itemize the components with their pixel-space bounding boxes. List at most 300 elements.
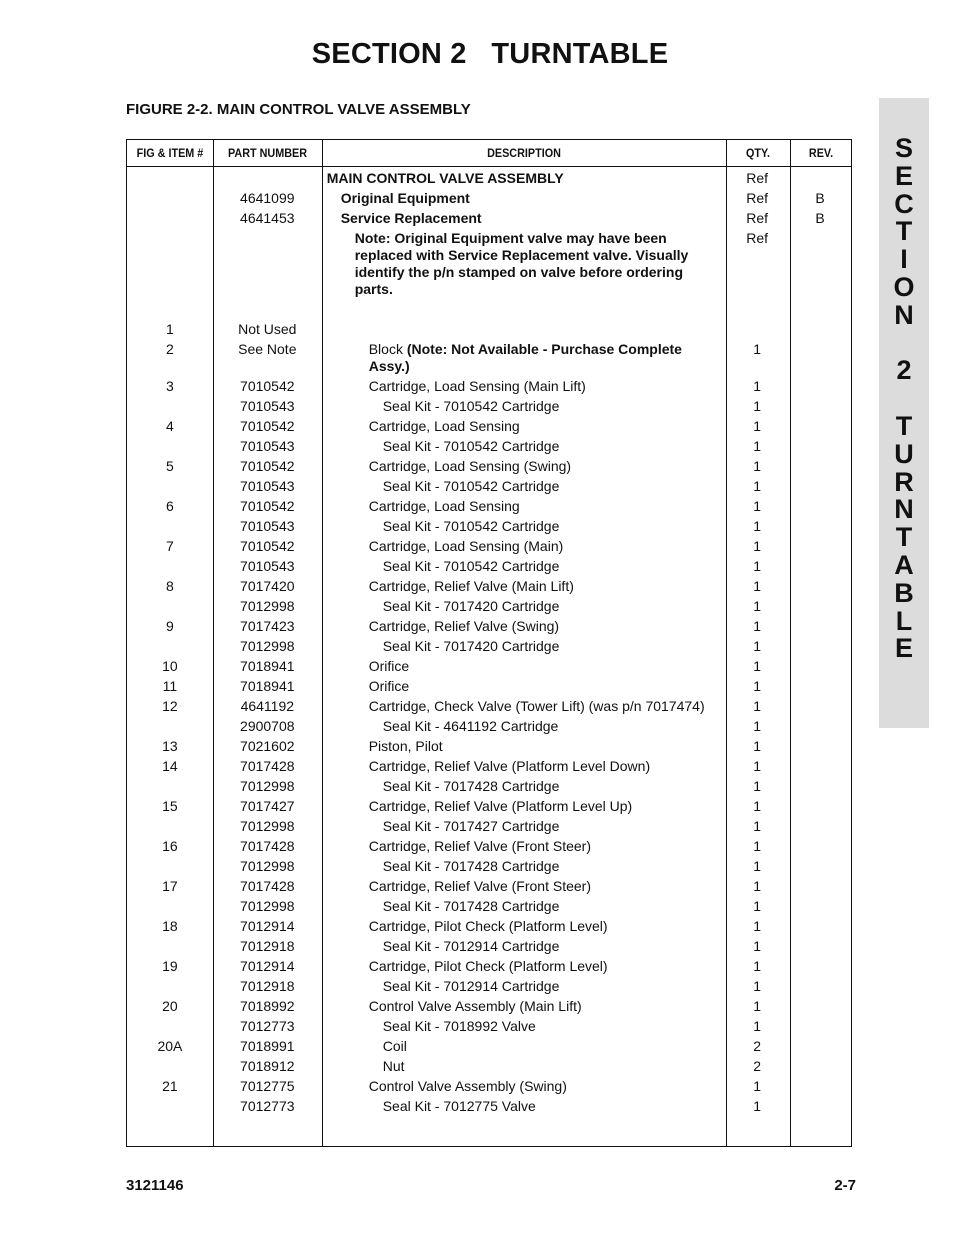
table-row	[127, 775, 851, 795]
qty-cell: 1	[753, 658, 762, 674]
table-row	[127, 695, 851, 715]
table-row	[127, 167, 851, 187]
item-number-cell: 2	[166, 341, 174, 357]
item-number-cell: 12	[162, 698, 178, 714]
description-cell	[322, 418, 725, 435]
description-text: Nut	[382, 1058, 405, 1074]
column-header-rev: REV.	[808, 146, 834, 160]
table-row	[127, 227, 851, 298]
description-cell	[322, 958, 725, 975]
qty-cell: 1	[753, 518, 762, 534]
description-cell	[322, 1018, 725, 1035]
rev-cell	[789, 738, 851, 755]
description-cell	[322, 718, 725, 735]
description-cell	[322, 1058, 725, 1075]
rev-cell	[789, 458, 851, 475]
table-row	[127, 575, 851, 595]
description-text: Cartridge, Relief Valve (Platform Level Down)	[368, 758, 651, 774]
table-row	[127, 435, 851, 455]
description-cell	[322, 438, 725, 455]
column-header-qty: QTY.	[745, 146, 770, 160]
description-cell	[322, 578, 725, 595]
qty-cell: 2	[753, 1058, 762, 1074]
part-number-cell: 7010543	[240, 438, 295, 454]
qty-cell: 1	[753, 1018, 762, 1034]
qty-cell: 1	[753, 458, 762, 474]
part-number-cell: 7012998	[240, 638, 295, 654]
item-number-cell: 21	[162, 1078, 178, 1094]
qty-cell: 1	[753, 758, 762, 774]
description-cell	[322, 918, 725, 935]
description-text: Cartridge, Check Valve (Tower Lift) (was p/n 7017474)	[368, 698, 705, 714]
item-number-cell: 3	[166, 378, 174, 394]
part-number-cell: 7010543	[240, 398, 295, 414]
qty-cell: 1	[753, 918, 762, 934]
description-text: Seal Kit - 7012775 Valve	[382, 1098, 536, 1114]
table-row	[127, 187, 851, 207]
description-text: Cartridge, Load Sensing	[368, 418, 520, 434]
figure-title: FIGURE 2-2. MAIN CONTROL VALVE ASSEMBLY	[126, 101, 471, 118]
qty-cell: 1	[753, 678, 762, 694]
description-cell	[322, 558, 725, 575]
table-row	[127, 975, 851, 995]
description-text: Seal Kit - 7017420 Cartridge	[382, 638, 560, 654]
part-number-cell: 7018941	[240, 658, 295, 674]
description-cell	[322, 1098, 725, 1115]
description-cell	[322, 758, 725, 775]
description-text: Seal Kit - 4641192 Cartridge	[382, 718, 559, 734]
description-text: Cartridge, Relief Valve (Swing)	[368, 618, 560, 634]
description-text: Seal Kit - 7010542 Cartridge	[382, 478, 560, 494]
qty-cell	[725, 321, 789, 338]
qty-cell: 1	[753, 1078, 762, 1094]
part-number-cell: 4641192	[240, 698, 295, 714]
description-text: Seal Kit - 7010542 Cartridge	[382, 398, 560, 414]
table-body	[127, 167, 851, 1115]
description-cell	[322, 458, 725, 475]
rev-cell	[789, 898, 851, 915]
description-text: Block	[368, 341, 403, 357]
part-number-cell: 7017423	[240, 618, 295, 634]
table-row	[127, 735, 851, 755]
item-number-cell	[127, 438, 213, 455]
part-number-cell: 4641453	[240, 210, 295, 226]
qty-cell: 1	[753, 798, 762, 814]
rev-cell	[789, 578, 851, 595]
part-number-cell: 7010542	[240, 498, 295, 514]
rev-cell	[789, 998, 851, 1015]
description-cell	[322, 838, 725, 855]
part-number-cell: 7012914	[240, 958, 295, 974]
rev-cell: B	[815, 210, 825, 226]
item-number-cell: 13	[162, 738, 178, 754]
rev-cell	[789, 918, 851, 935]
description-text: Seal Kit - 7017428 Cartridge	[382, 898, 560, 914]
description-cell	[322, 798, 725, 815]
part-number-cell: 7012998	[240, 778, 295, 794]
description-note: (Note: Not Available - Purchase Complete Assy.)	[368, 341, 682, 374]
item-number-cell	[127, 858, 213, 875]
table-row	[127, 955, 851, 975]
item-number-cell: 17	[162, 878, 178, 894]
item-number-cell	[127, 598, 213, 615]
description-text: Cartridge, Relief Valve (Front Steer)	[368, 878, 591, 894]
rev-cell	[789, 798, 851, 815]
table-row	[127, 318, 851, 338]
table-row	[127, 635, 851, 655]
item-number-cell	[127, 638, 213, 655]
part-number-cell: 7012773	[240, 1098, 295, 1114]
item-number-cell	[127, 170, 213, 187]
item-number-cell	[127, 478, 213, 495]
item-number-cell	[127, 518, 213, 535]
rev-cell	[789, 698, 851, 715]
description-cell	[322, 858, 725, 875]
column-header-description: DESCRIPTION	[487, 146, 561, 160]
item-number-cell: 10	[162, 658, 178, 674]
description-text: Cartridge, Relief Valve (Main Lift)	[368, 578, 574, 594]
description-text: Seal Kit - 7017428 Cartridge	[382, 778, 560, 794]
qty-cell: 1	[753, 978, 762, 994]
qty-cell: Ref	[746, 210, 769, 226]
rev-cell	[789, 718, 851, 735]
description-cell	[322, 818, 725, 835]
item-number-cell: 4	[166, 418, 174, 434]
rev-cell	[789, 1018, 851, 1035]
qty-cell: 1	[753, 718, 762, 734]
part-number-cell: 7010542	[240, 378, 295, 394]
part-number-cell: 7017427	[240, 798, 295, 814]
description-cell	[322, 341, 725, 375]
rev-cell	[789, 1038, 851, 1055]
qty-cell: 1	[753, 418, 762, 434]
description-text: Coil	[382, 1038, 407, 1054]
part-number-cell: 7017420	[240, 578, 295, 594]
part-number-cell: 7018991	[240, 1038, 295, 1054]
part-number-cell: 4641099	[240, 190, 295, 206]
qty-cell: 1	[753, 838, 762, 854]
description-text: Seal Kit - 7012914 Cartridge	[382, 978, 560, 994]
part-number-cell: Not Used	[238, 321, 297, 337]
rev-cell	[789, 1058, 851, 1075]
description-cell	[322, 698, 725, 715]
rev-cell	[789, 478, 851, 495]
description-text: Seal Kit - 7010542 Cartridge	[382, 558, 560, 574]
item-number-cell	[127, 978, 213, 995]
description-text: Cartridge, Load Sensing (Main)	[368, 538, 564, 554]
item-number-cell: 9	[166, 618, 174, 634]
rev-cell	[789, 818, 851, 835]
rev-cell	[789, 678, 851, 695]
column-header-part-number: PART NUMBER	[227, 146, 308, 160]
table-row	[127, 535, 851, 555]
item-number-cell	[127, 398, 213, 415]
table-spacer-row	[127, 298, 851, 318]
description-cell	[322, 478, 725, 495]
description-text: Cartridge, Load Sensing (Swing)	[368, 458, 572, 474]
qty-cell: 1	[753, 378, 762, 394]
qty-cell: 1	[753, 878, 762, 894]
part-number-cell: 7012918	[240, 978, 295, 994]
description-cell	[322, 498, 725, 515]
table-row	[127, 715, 851, 735]
part-number-cell: 2900708	[240, 718, 295, 734]
rev-cell	[789, 538, 851, 555]
item-number-cell	[127, 938, 213, 955]
table-row	[127, 338, 851, 375]
rev-cell	[789, 598, 851, 615]
description-cell	[322, 778, 725, 795]
description-text: Seal Kit - 7012914 Cartridge	[382, 938, 560, 954]
part-number-cell: 7010542	[240, 418, 295, 434]
part-number-cell: 7012998	[240, 818, 295, 834]
rev-cell	[789, 418, 851, 435]
item-number-cell: 8	[166, 578, 174, 594]
qty-cell: 1	[753, 598, 762, 614]
description-text: Cartridge, Pilot Check (Platform Level)	[368, 918, 608, 934]
qty-cell: 1	[753, 778, 762, 794]
table-row	[127, 835, 851, 855]
table-row	[127, 675, 851, 695]
qty-cell: 1	[753, 738, 762, 754]
part-number-cell: 7018992	[240, 998, 295, 1014]
qty-cell: 1	[753, 858, 762, 874]
description-text: Seal Kit - 7017420 Cartridge	[382, 598, 560, 614]
table-row	[127, 515, 851, 535]
section-side-tab	[879, 98, 929, 728]
description-cell	[322, 190, 725, 207]
description-cell	[322, 638, 725, 655]
qty-cell: 1	[753, 578, 762, 594]
description-cell	[322, 1078, 725, 1095]
item-number-cell: 20	[162, 998, 178, 1014]
table-row	[127, 1075, 851, 1095]
qty-cell: 1	[753, 438, 762, 454]
part-number-cell: 7010542	[240, 458, 295, 474]
description-text: Cartridge, Pilot Check (Platform Level)	[368, 958, 608, 974]
table-row	[127, 475, 851, 495]
item-number-cell	[127, 558, 213, 575]
description-text: Cartridge, Relief Valve (Front Steer)	[368, 838, 591, 854]
rev-cell	[789, 658, 851, 675]
rev-cell	[789, 958, 851, 975]
description-text: Piston, Pilot	[368, 738, 443, 754]
part-number-cell: 7012775	[240, 1078, 295, 1094]
rev-cell: B	[815, 190, 825, 206]
item-number-cell	[127, 210, 213, 227]
part-number-cell: 7018941	[240, 678, 295, 694]
rev-cell	[789, 518, 851, 535]
table-row	[127, 875, 851, 895]
part-number-cell: 7010543	[240, 518, 295, 534]
part-number-cell: 7017428	[240, 758, 295, 774]
description-text: Original Equipment	[340, 190, 470, 206]
description-cell	[322, 518, 725, 535]
qty-cell: 1	[753, 538, 762, 554]
qty-cell: 1	[753, 818, 762, 834]
description-cell	[322, 321, 725, 338]
qty-cell: 1	[753, 618, 762, 634]
description-cell	[322, 878, 725, 895]
rev-cell	[789, 438, 851, 455]
item-number-cell	[127, 1058, 213, 1075]
table-row	[127, 655, 851, 675]
description-text: Cartridge, Relief Valve (Platform Level Up)	[368, 798, 633, 814]
description-text: MAIN CONTROL VALVE ASSEMBLY	[326, 170, 564, 186]
part-number-cell: 7010542	[240, 538, 295, 554]
part-number-cell: See Note	[238, 341, 297, 357]
item-number-cell: 1	[166, 321, 174, 337]
item-number-cell: 6	[166, 498, 174, 514]
table-row	[127, 495, 851, 515]
table-row	[127, 755, 851, 775]
qty-cell: 1	[753, 898, 762, 914]
qty-cell: 2	[753, 1038, 762, 1054]
part-number-cell: 7012773	[240, 1018, 295, 1034]
description-text: Orifice	[368, 678, 410, 694]
rev-cell	[789, 838, 851, 855]
table-row	[127, 595, 851, 615]
description-cell	[322, 678, 725, 695]
table-row	[127, 207, 851, 227]
qty-cell: 1	[753, 498, 762, 514]
item-number-cell	[127, 818, 213, 835]
table-row	[127, 1015, 851, 1035]
qty-cell: 1	[753, 1098, 762, 1114]
rev-cell	[789, 498, 851, 515]
item-number-cell: 16	[162, 838, 178, 854]
part-number-cell: 7010543	[240, 558, 295, 574]
item-number-cell	[127, 230, 213, 298]
rev-cell	[789, 341, 851, 375]
table-row	[127, 455, 851, 475]
item-number-cell: 20A	[157, 1038, 183, 1054]
item-number-cell	[127, 190, 213, 207]
qty-cell: Ref	[746, 190, 769, 206]
part-number-cell: 7012998	[240, 598, 295, 614]
description-cell	[322, 938, 725, 955]
rev-cell	[789, 938, 851, 955]
description-text: Seal Kit - 7018992 Valve	[382, 1018, 536, 1034]
rev-cell	[789, 230, 851, 298]
item-number-cell: 19	[162, 958, 178, 974]
table-row	[127, 815, 851, 835]
description-cell	[322, 398, 725, 415]
qty-cell: 1	[753, 398, 762, 414]
item-number-cell: 5	[166, 458, 174, 474]
description-text: Seal Kit - 7010542 Cartridge	[382, 438, 560, 454]
qty-cell: 1	[753, 958, 762, 974]
qty-cell: 1	[753, 478, 762, 494]
description-cell	[322, 598, 725, 615]
description-cell	[322, 898, 725, 915]
part-number-cell: 7012914	[240, 918, 295, 934]
table-row	[127, 995, 851, 1015]
description-cell	[322, 1038, 725, 1055]
parts-table	[126, 139, 852, 1147]
description-text: Note: Original Equipment valve may have been replaced with Service Replacement valve. Visually identify the p/n stamped on valve before ordering parts.	[354, 230, 689, 297]
qty-cell: 1	[753, 638, 762, 654]
description-cell	[322, 658, 725, 675]
table-row	[127, 935, 851, 955]
part-number-cell	[213, 170, 322, 187]
part-number-cell: 7010543	[240, 478, 295, 494]
description-cell	[322, 170, 725, 187]
column-header-item: FIG & ITEM #	[136, 146, 204, 160]
rev-cell	[789, 978, 851, 995]
page-number: 2-7	[834, 1177, 856, 1194]
description-cell	[322, 210, 725, 227]
qty-cell: 1	[753, 938, 762, 954]
part-number-cell: 7012998	[240, 858, 295, 874]
description-cell	[322, 738, 725, 755]
part-number-cell: 7012998	[240, 898, 295, 914]
description-text: Control Valve Assembly (Swing)	[368, 1078, 567, 1094]
part-number-cell: 7012918	[240, 938, 295, 954]
rev-cell	[789, 378, 851, 395]
rev-cell	[789, 398, 851, 415]
description-text: Seal Kit - 7010542 Cartridge	[382, 518, 560, 534]
side-tab-label: S E C T I O N 2 T U R N T A B L E	[893, 133, 915, 664]
table-row	[127, 415, 851, 435]
qty-cell: 1	[753, 698, 762, 714]
table-row	[127, 1055, 851, 1075]
rev-cell	[789, 638, 851, 655]
item-number-cell: 11	[162, 678, 178, 694]
description-text: Control Valve Assembly (Main Lift)	[368, 998, 582, 1014]
table-row	[127, 375, 851, 395]
section-title: SECTION 2 TURNTABLE	[311, 38, 669, 70]
document-number: 3121146	[126, 1177, 184, 1194]
item-number-cell: 14	[162, 758, 178, 774]
description-text: Service Replacement	[340, 210, 482, 226]
item-number-cell: 7	[166, 538, 174, 554]
part-number-cell: 7021602	[240, 738, 295, 754]
rev-cell	[789, 321, 851, 338]
table-row	[127, 555, 851, 575]
qty-cell: 1	[753, 341, 762, 357]
qty-cell: 1	[753, 998, 762, 1014]
qty-cell: Ref	[746, 230, 769, 246]
item-number-cell: 18	[162, 918, 178, 934]
qty-cell: 1	[753, 558, 762, 574]
item-number-cell	[127, 898, 213, 915]
description-cell	[322, 230, 725, 298]
description-text: Cartridge, Load Sensing (Main Lift)	[368, 378, 586, 394]
rev-cell	[789, 858, 851, 875]
rev-cell	[789, 170, 851, 187]
item-number-cell: 15	[162, 798, 178, 814]
item-number-cell	[127, 1018, 213, 1035]
rev-cell	[789, 1078, 851, 1095]
table-row	[127, 615, 851, 635]
table-row	[127, 395, 851, 415]
table-row	[127, 855, 851, 875]
table-row	[127, 1095, 851, 1115]
part-number-cell	[213, 230, 322, 298]
rev-cell	[789, 618, 851, 635]
table-row	[127, 1035, 851, 1055]
description-cell	[322, 538, 725, 555]
table-row	[127, 895, 851, 915]
description-cell	[322, 998, 725, 1015]
item-number-cell	[127, 1098, 213, 1115]
rev-cell	[789, 878, 851, 895]
description-cell	[322, 978, 725, 995]
rev-cell	[789, 758, 851, 775]
description-text: Seal Kit - 7017428 Cartridge	[382, 858, 560, 874]
rev-cell	[789, 1098, 851, 1115]
